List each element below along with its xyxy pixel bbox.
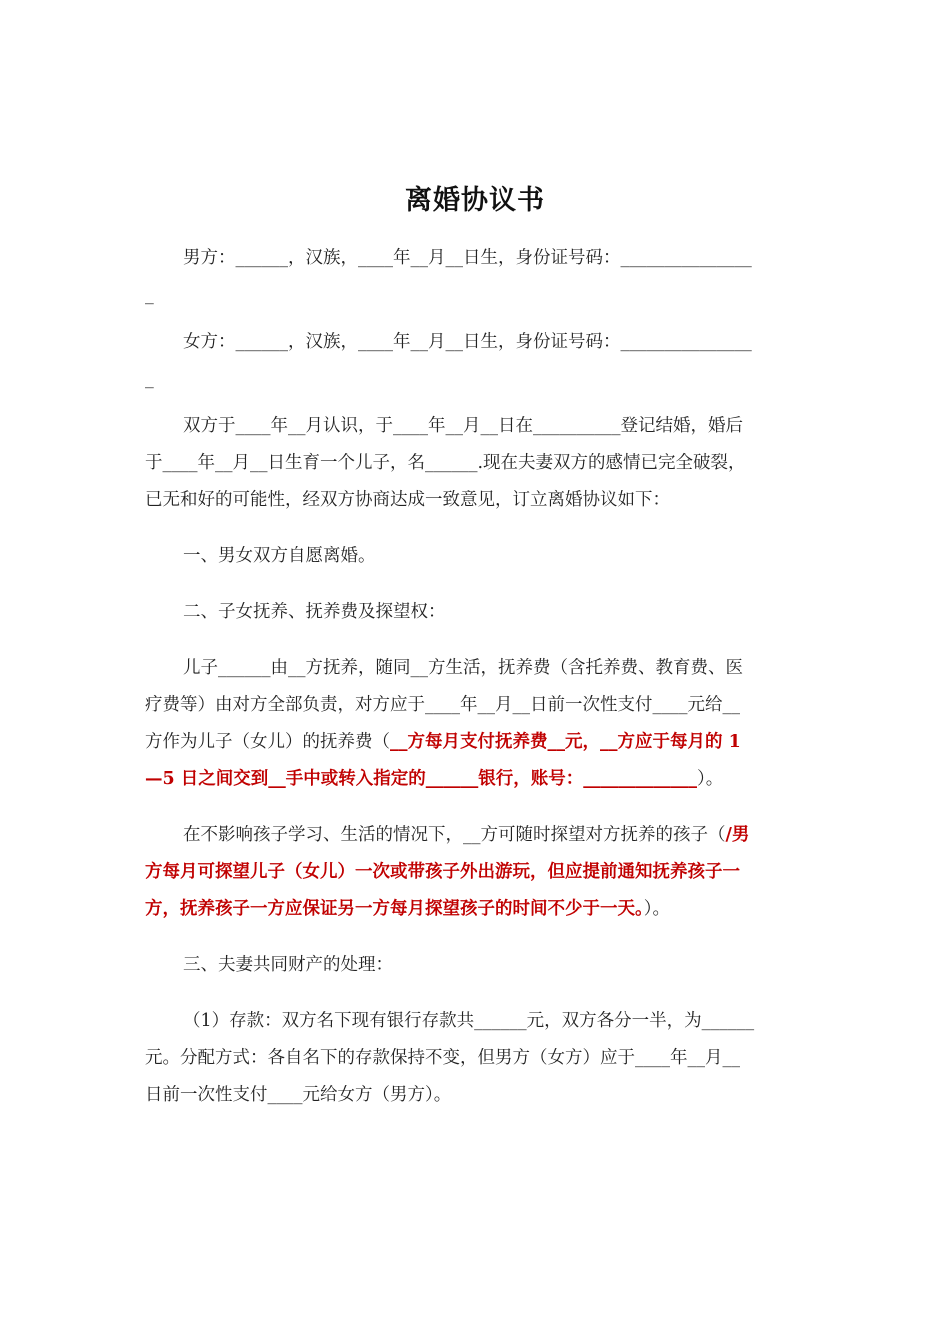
deposit-line-2: 元。分配方式：各自名下的存款保持不变，但男方（女方）应于____年__月__ (145, 1048, 740, 1068)
visit-line-1 (145, 817, 805, 854)
female-party-line: 女方：______，汉族，____年__月__日生，身份证号码：_______________ (183, 332, 752, 352)
deposit-line-3: 日前一次性支付____元给女方（男方）。 (145, 1085, 452, 1105)
document-body (145, 240, 805, 1114)
visit-line-3-text: ）。 (643, 899, 670, 919)
custody-line-4 (145, 761, 805, 798)
male-party-line-continuation: _ (145, 285, 154, 305)
intro-paragraph (145, 408, 805, 519)
intro-line-1: 双方于____年__月认识，于____年__月__日在__________登记结婚，婚后 (183, 416, 743, 436)
male-party-line: 男方：______，汉族，____年__月__日生，身份证号码：_______________ (183, 248, 752, 268)
visit-line-1-text: 在不影响孩子学习、生活的情况下，__方可随时探望对方抚养的孩子（ (183, 825, 726, 845)
custody-paragraph (145, 650, 805, 798)
intro-line-3: 已无和好的可能性，经双方协商达成一致意见，订立离婚协议如下： (145, 490, 670, 510)
visit-line-2: 方每月可探望儿子（女儿）一次或带孩子外出游玩，但应提前通知抚养孩子一 (145, 862, 740, 882)
custody-line-1: 儿子______由__方抚养，随同__方生活，抚养费（含托养费、教育费、医 (183, 658, 743, 678)
visit-line-1-red-text: /男 (725, 825, 750, 845)
custody-line-3 (145, 724, 805, 761)
custody-line-3-text: 方作为儿子（女儿）的抚养费（ (145, 732, 390, 752)
custody-line-4-text: ）。 (697, 769, 724, 789)
visitation-paragraph (145, 817, 805, 928)
deposit-paragraph (145, 1003, 805, 1114)
custody-line-4-red-text: —5 日之间交到__手中或转入指定的______银行，账号：_____________ (145, 769, 698, 789)
custody-line-2: 疗费等）由对方全部负责，对方应于____年__月__日前一次性支付____元给__ (145, 695, 740, 715)
clause-3-heading: 三、夫妻共同财产的处理： (183, 955, 393, 975)
deposit-line-1: （1）存款：双方名下现有银行存款共______元，双方各分一半，为______ (183, 1011, 755, 1031)
custody-line-3-red-text: __方每月支付抚养费__元，__方应于每月的 1 (390, 732, 741, 752)
document-title: 离婚协议书 (405, 185, 545, 216)
clause-2-heading: 二、子女抚养、抚养费及探望权： (183, 602, 446, 622)
female-party-line-continuation: _ (145, 369, 154, 389)
clause-1: 一、男女双方自愿离婚。 (183, 546, 376, 566)
visit-line-3 (145, 891, 805, 928)
intro-line-2: 于____年__月__日生育一个儿子，名______.现在夫妻双方的感情已完全破裂， (145, 453, 746, 473)
visit-line-3-red-text: 方，抚养孩子一方应保证另一方每月探望孩子的时间不少于一天。 (145, 899, 644, 919)
